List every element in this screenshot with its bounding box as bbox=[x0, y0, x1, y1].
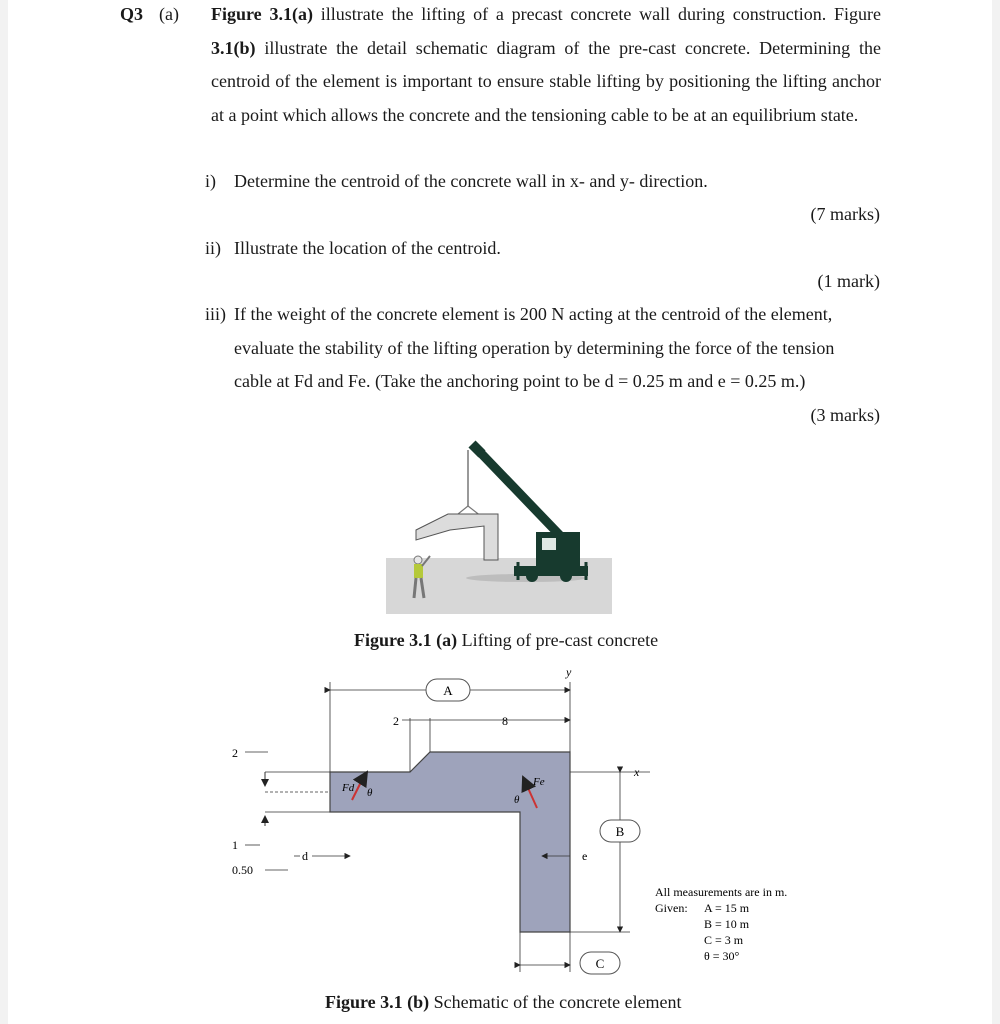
crane-lifting-illustration bbox=[386, 440, 612, 614]
figure-b-caption-label: Figure 3.1 (b) bbox=[325, 992, 430, 1012]
figure-b-caption bbox=[325, 992, 682, 1013]
note-given-B: B = 10 m bbox=[704, 917, 750, 931]
intro-text-1: illustrate the lifting of a precast concrete wall during construction. Figure bbox=[312, 4, 881, 24]
sub-i-text: Determine the centroid of the concrete wall in x- and y- direction. bbox=[234, 171, 708, 191]
sub-iii-line-3: cable at Fd and Fe. (Take the anchoring point to be d = 0.25 m and e = 0.25 m.) bbox=[234, 371, 806, 391]
note-given-A: A = 15 m bbox=[704, 901, 750, 915]
figure-a-caption-text: Lifting of pre-cast concrete bbox=[457, 630, 659, 650]
question-intro bbox=[211, 0, 881, 132]
label-theta-e: θ bbox=[514, 794, 520, 806]
y-axis-label: y bbox=[566, 665, 572, 679]
sub-iii-label: iii) bbox=[205, 304, 226, 324]
note-units: All measurements are in m. bbox=[655, 885, 788, 899]
label-C: C bbox=[595, 956, 605, 971]
dim-1: 1 bbox=[232, 838, 238, 852]
sub-iii-line-2: evaluate the stability of the lifting operation by determining the force of the tension bbox=[234, 338, 835, 358]
sub-iii-line-1: If the weight of the concrete element is 200 N acting at the centroid of the element, bbox=[234, 304, 833, 324]
label-Fe: Fe bbox=[533, 776, 545, 788]
question-number: Q3 bbox=[120, 4, 144, 24]
dim-2-top: 2 bbox=[393, 714, 399, 728]
crane-base bbox=[514, 566, 588, 576]
dim-050: 0.50 bbox=[232, 863, 253, 877]
sub-i-marks: (7 marks) bbox=[810, 204, 880, 224]
note-given-C: C = 3 m bbox=[704, 933, 744, 947]
figure-a-caption-label: Figure 3.1 (a) bbox=[354, 630, 458, 650]
label-e: e bbox=[582, 849, 588, 863]
intro-figure-ref-a: Figure 3.1(a) bbox=[211, 4, 313, 24]
sub-ii-text: Illustrate the location of the centroid. bbox=[234, 238, 501, 258]
label-Fd: Fd bbox=[342, 782, 355, 794]
label-d: d bbox=[302, 849, 308, 863]
sub-iii-marks: (3 marks) bbox=[810, 405, 880, 425]
sub-ii-label: ii) bbox=[205, 238, 221, 258]
crane-boom-tip bbox=[472, 444, 482, 454]
concrete-element-schematic bbox=[220, 660, 820, 980]
intro-text-2: illustrate the detail schematic diagram of the pre-cast concrete. Determining the centroid of the element is important to ensure stable lifting by positioning the lifting anchor at a point which allows the concrete and the tensioning cable to be at an equilibrium state. bbox=[211, 37, 881, 125]
question-part: (a) bbox=[159, 4, 179, 24]
sub-i-label: i) bbox=[205, 171, 216, 191]
sub-ii-marks: (1 mark) bbox=[817, 271, 880, 291]
dim-2-left: 2 bbox=[232, 746, 238, 760]
label-B: B bbox=[615, 824, 625, 839]
label-theta-d: θ bbox=[367, 787, 373, 799]
x-axis-label: x bbox=[634, 765, 640, 779]
precast-wall-piece bbox=[416, 514, 498, 560]
label-A: A bbox=[443, 683, 453, 698]
dim-8: 8 bbox=[502, 714, 508, 728]
intro-figure-ref-b: 3.1(b) bbox=[211, 37, 256, 58]
note-given-theta: θ = 30° bbox=[704, 949, 740, 963]
figure-b-caption-text: Schematic of the concrete element bbox=[429, 992, 682, 1012]
figure-a-caption bbox=[354, 630, 658, 651]
note-given-label: Given: bbox=[655, 901, 688, 915]
